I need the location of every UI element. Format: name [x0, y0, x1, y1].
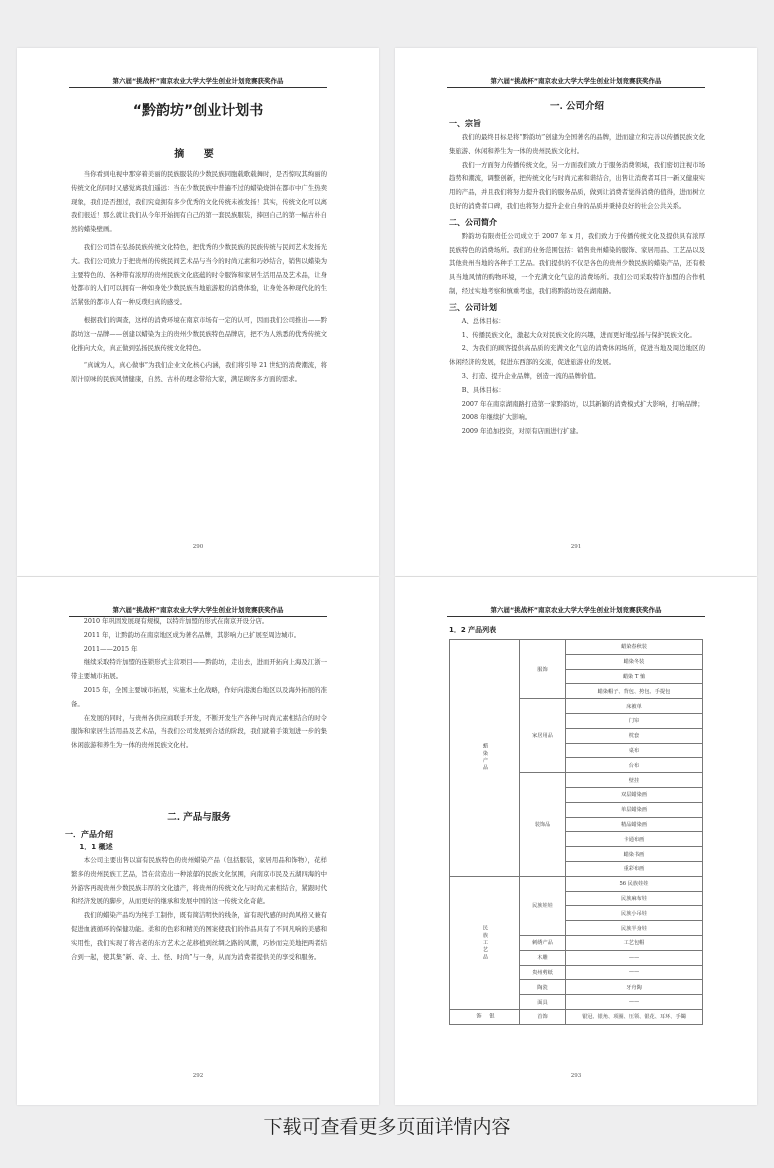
- plan-continued-body: [71, 615, 327, 753]
- product-item-cell: 床被单: [566, 699, 703, 714]
- product-item-cell: 蜡染帽子、背包、挎包、手提包: [566, 684, 703, 699]
- subsection-heading: 二、公司简介: [449, 217, 497, 227]
- table-row: [450, 1009, 703, 1024]
- product-item-cell: 56 民族娃娃: [566, 876, 703, 891]
- product-list-body: [449, 623, 705, 1025]
- plan-line: 2011——2015 年: [83, 644, 138, 653]
- abstract-paragraph: 我们公司旨在弘扬民族传统文化特色，把优秀的少数民族的民族传统与民间艺术发扬光大。我们公司致力于把贵州的传统民间艺术品与当今的时尚元素和巧妙结合，销售以蜡染为主要特色的、各种带有浓厚的贵州民族文化底蕴的时令服饰和家居生活用品及艺术品，让身处都市的人们可以拥有一种如身处少数民族当地旅游般的消费体验，让身处各种现代化的生活紧张的都市人有一种反璞归真的感受。: [71, 242, 327, 307]
- product-item-cell: 民族麻布娃: [566, 891, 703, 906]
- product-item-cell: 民族半身娃: [566, 921, 703, 936]
- product-item-cell: 双层蜡染画: [566, 787, 703, 802]
- category-cell: 民族工艺品: [450, 876, 520, 1009]
- page-header: 第六届“挑战杯”南京农业大学大学生创业计划竞赛获奖作品: [69, 76, 327, 88]
- table-row: [450, 640, 703, 655]
- subsection-heading: 三、公司计划: [449, 302, 497, 312]
- subcategory-cell: 刺绣产品: [520, 935, 566, 950]
- section-title: 一. 公司介绍: [549, 101, 605, 112]
- subsection-heading: 一、宗旨: [449, 119, 481, 128]
- product-item-cell: 银冠、银角、项圈、压领、银花、耳环、手镯: [566, 1009, 703, 1024]
- product-item-cell: 牙舟陶: [566, 980, 703, 995]
- plan-line: 2009 年追加投资，对原有店面进行扩建。: [461, 427, 583, 436]
- sub-subsection-heading: 1．1 概述: [79, 843, 113, 851]
- product-item-cell: 民族小吊娃: [566, 906, 703, 921]
- product-item-cell: ——: [566, 995, 703, 1010]
- product-item-cell: 蜡染 T 恤: [566, 669, 703, 684]
- subcategory-cell: 家居用品: [520, 699, 566, 773]
- subcategory-cell: 装饰品: [520, 773, 566, 877]
- body-paragraph: 黔韵坊有限责任公司成立于 2007 年 x 月，我们致力于传播传统文化及提供具有浓厚民族特色的消费场所。我们的业务范围包括：销售贵州蜡染的服饰、家居用品、工艺品以及其他贵州当地的各种手工艺品。我们提供的不仅是各色的贵州少数民族的蜡染产品，还有极具当地风情的购物环境，一个充满文化气息的消费场所。我们公司采取特许加盟的合作机制，经过实地考察和慎重考虑，我们将黔韵坊设在湖南路。: [449, 231, 705, 295]
- plan-line: 2010 年巩固发展现有规模，以特许加盟的形式在南京开设分店。: [83, 617, 269, 625]
- page-header: 第六届“挑战杯”南京农业大学大学生创业计划竞赛获奖作品: [447, 76, 705, 88]
- page-header: 第六届“挑战杯”南京农业大学大学生创业计划竞赛获奖作品: [69, 605, 327, 617]
- page-header: 第六届“挑战杯”南京农业大学大学生创业计划竞赛获奖作品: [447, 605, 705, 617]
- table-title: 1．2 产品列表: [449, 626, 497, 634]
- abstract-paragraph: 根据我们的调查，这样的消费环境在南京市场有一定的认可，因而我们公司推出——黔韵坊这一品牌——创建以蜡染为主的贵州少数民族特色品牌店，把不为人熟悉的优秀传统文化推向大众，真正做到弘扬民族传统文化特色。: [71, 315, 327, 352]
- abstract-paragraph: “真诚为人，真心做事”为我们企业文化核心内涵，我们将引导 21 世纪的消费潮流，将原汁原味的民族风情健康，自然、古朴的理念带给大家，满足顾客多方面的需求。: [71, 361, 327, 384]
- subcategory-cell: 首饰: [520, 1009, 566, 1024]
- plan-line: 2008 年继续扩大影响。: [461, 413, 532, 422]
- company-intro-body: [449, 94, 705, 439]
- plan-line: A、总体目标：: [461, 316, 505, 325]
- body-paragraph: 我们的最终目标是将“黔韵坊”创建为全国著名的品牌，进而建立和完善以传播民族文化集旅游、休闲和养生为一体的贵州民族文化村。: [449, 133, 705, 155]
- plan-line: 1、传播民族文化，激起大众对民族文化的兴趣，进而更好地弘扬与保护民族文化。: [461, 330, 696, 339]
- product-item-cell: 门帘: [566, 713, 703, 728]
- document-page-291: [395, 48, 757, 576]
- subcategory-cell: 服饰: [520, 640, 566, 699]
- plan-line: 2、为我们的顾客提供高品质的充满文化气息的消费休闲场所，促进当地及周边地区的休闲经济的发展，促进东西部的交流，促进旅游业的发展。: [449, 344, 705, 367]
- document-page-292: [17, 577, 379, 1105]
- subcategory-cell: 陶瓷: [520, 980, 566, 995]
- download-more-caption: 下载可查看更多页面详情内容: [263, 1116, 511, 1138]
- product-item-cell: 枕套: [566, 728, 703, 743]
- product-item-cell: 卡通布画: [566, 832, 703, 847]
- plan-line: 在发展的同时，与贵州各供应商联手开发，不断开发生产各种与时尚元素相结合的时令服饰和家居生活用品及艺术品，当我们公司发展到合适的阶段，我们就着手策划进一步的集休闲旅游和养生为一体的贵州民族文化村。: [71, 713, 327, 750]
- page-number: 293: [570, 1073, 582, 1079]
- product-item-cell: 台布: [566, 758, 703, 773]
- category-cell: 蜡染产品: [450, 640, 520, 877]
- product-item-cell: 重彩布画: [566, 861, 703, 876]
- subcategory-cell: 面具: [520, 995, 566, 1010]
- body-paragraph: 我们的蜡染产品均为纯手工制作，既有简洁明快的线条，富有现代感的时尚风格又兼有促进血液循环的保健功能。柔和的色彩和精美的图案使我们的作品具有了不同凡响的美感和实用性，我们实现了将古老的东方艺术之花移植到丝绸之路的风潮，巧妙而完美地把两者结合到一起，使其集“新、奇、土、怪、时尚”与一身，从而为消费者提供美的享受和服务。: [71, 911, 327, 961]
- plan-line: B、具体目标：: [461, 385, 505, 394]
- page-number: 291: [570, 544, 582, 550]
- subcategory-cell: 贵州剪纸: [520, 965, 566, 980]
- body-paragraph: 本公司主要出售以富有民族特色的贵州蜡染产品（包括服装，家居用品和饰物），花样繁多的贵州民族工艺品，旨在营造出一种浓郁的民族文化氛围，向南京市民及五湖四海的中外游客再现贵州少数民族丰厚的文化遗产，将贵州的传统文化与时尚元素相结合，紧跟时代和经济发展的脚步，从而更好的继承和发展中国的这一传统文化奇葩。: [71, 856, 327, 906]
- abstract-body: [71, 168, 327, 387]
- plan-line: 2011 年，让黔韵坊在南京地区成为著名品牌，其影响力已扩展至周边城市。: [83, 630, 301, 639]
- product-item-cell: 壁挂: [566, 773, 703, 788]
- product-table: [449, 639, 703, 1025]
- plan-line: 2007 年在南京湖南路打造第一家黔韵坊，以其新颖的消费模式扩大影响，打响品牌；: [461, 399, 704, 408]
- subcategory-cell: 木雕: [520, 950, 566, 965]
- product-item-cell: 桌布: [566, 743, 703, 758]
- product-item-cell: 蜡染冬装: [566, 654, 703, 669]
- table-row: [450, 876, 703, 891]
- product-item-cell: 单层蜡染画: [566, 802, 703, 817]
- plan-line: 继续采取特许加盟的连锁形式主营项目——黔韵坊，走出去，进而开拓向上海及江浙一带主要城市拓展。: [71, 658, 327, 681]
- product-item-cell: 精品蜡染画: [566, 817, 703, 832]
- product-item-cell: ——: [566, 965, 703, 980]
- product-item-cell: ——: [566, 950, 703, 965]
- plan-line: 3、打造、提升企业品牌，创造一流的品牌价值。: [461, 371, 601, 380]
- subsection-heading: 一．产品介绍: [65, 830, 113, 839]
- abstract-title: 摘 要: [174, 149, 222, 160]
- abstract-paragraph: 当你看到电视中那穿着美丽的民族服装的少数民族同胞载歌载舞时，是否惊叹其绚丽的传统文化的同时又感觉离我们遥远：当在少数民族中普遍不过的蜡染烧饼在都市中广生热卖现象，我们是否想过，我们究竟拥有多少优秀的文化传统未被发扬！其实，传统文化可以离我们很近！那么就让我们从今年开始拥有自己的第一套民族服装，捧回自己的第一幅古朴自然的蜡染壁画。: [71, 170, 327, 234]
- product-item-cell: 蜡染书画: [566, 847, 703, 862]
- page-number: 292: [192, 1073, 204, 1079]
- plan-line: 2015 年，全国主要城市拓展，实施本土化战略，作好向港澳台地区以及海外拓展的准备。: [71, 685, 327, 708]
- section-title: 二. 产品与服务: [167, 812, 231, 823]
- page-number: 290: [192, 544, 204, 550]
- products-section: [65, 805, 327, 964]
- category-cell: 银饰: [450, 1009, 520, 1024]
- document-page-293: [395, 577, 757, 1105]
- body-paragraph: 我们一方面努力传播传统文化，另一方面我们致力于服务消费领域，我们密切注视市场趋势和潮流，调整创新，把传统文化与时尚元素和谐结合，出售让消费者耳目一新又健康实用的产品，并且我们将努力提升我们的服务品质，做到让消费者觉得消费的值得，进而树立良好的消费者口碑，我们也将努力提升企业自身的品质并秉持良好的社会公共关系。: [449, 160, 705, 210]
- document-page-290: [17, 48, 379, 576]
- product-item-cell: 蜡染春秋装: [566, 640, 703, 655]
- document-title: “黔韵坊”创业计划书: [132, 103, 264, 119]
- subcategory-cell: 民族娃娃: [520, 876, 566, 935]
- product-item-cell: 工艺包帽: [566, 935, 703, 950]
